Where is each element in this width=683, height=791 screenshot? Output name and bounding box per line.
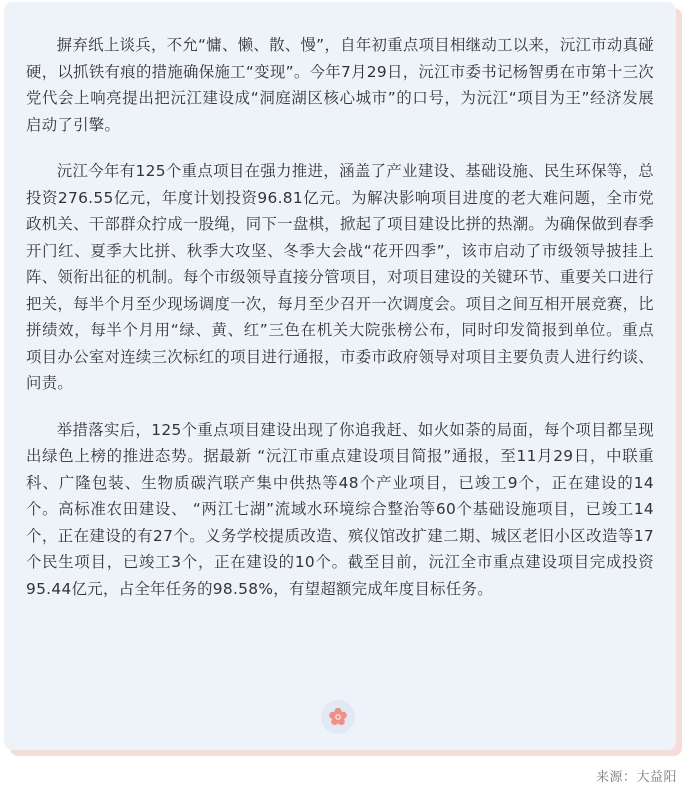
flower-badge bbox=[321, 700, 355, 734]
flower-icon bbox=[327, 706, 349, 728]
article-paragraph-3: 举措落实后，125个重点项目建设出现了你追我赶、如火如荼的局面，每个项目都呈现出绿色上榜的推进态势。据最新 “沅江市重点建设项目简报”通报，至11月29日，中联重科、广隆包装、生物质碳汽联产集中供热等48个产业项目，已竣工9个，正在建设的14个。高标准农田建设、 “两江七湖”流域水环境综合整治等60个基础设施项目，已竣工14个，正在建设的有27个。义务学校提质改造、殡仪馆改扩建二期、城区老旧小区改造等17个民生项目，已竣工3个，正在建设的10个。截至目前，沅江全市重点建设项目完成投资95.44亿元，占全年任务的98.58%，有望超额完成年度目标任务。 bbox=[26, 420, 654, 598]
article-paragraph-2: 沅江今年有125个重点项目在强力推进，涵盖了产业建设、基础设施、民生环保等，总投资276.55亿元，年度计划投资96.81亿元。为解决影响项目进度的老大难问题，全市党政机关、干部群众拧成一股绳，同下一盘棋，掀起了项目建设比拼的热潮。为确保做到春季开门红、夏季大比拼、秋季大攻坚、冬季大会战“花开四季”，该市启动了市级领导披挂上阵、领衔出征的机制。每个市级领导直接分管项目，对项目建设的关键环节、重要关口进行把关，每半个月至少现场调度一次，每月至少召开一次调度会。项目之间互相开展竞赛，比拼绩效，每半个月用“绿、黄、红”三色在机关大院张榜公布，同时印发简报到单位。重点项目办公室对连续三次标红的项目进行通报，市委市政府领导对项目主要负责人进行约谈、问责。 bbox=[26, 162, 654, 392]
article-paragraph-1: 摒弃纸上谈兵，不允“慵、懒、散、慢”，自年初重点项目相继动工以来，沅江市动真碰硬，以抓铁有痕的措施确保施工“变现”。今年7月29日，沅江市委书记杨智勇在市第十三次党代会上响亮提出把沅江建设成“洞庭湖区核心城市”的口号，为沅江“项目为王”经济发展启动了引擎。 bbox=[26, 36, 654, 134]
article-card bbox=[4, 2, 676, 750]
source-credit: 来源：大益阳 bbox=[595, 770, 677, 785]
